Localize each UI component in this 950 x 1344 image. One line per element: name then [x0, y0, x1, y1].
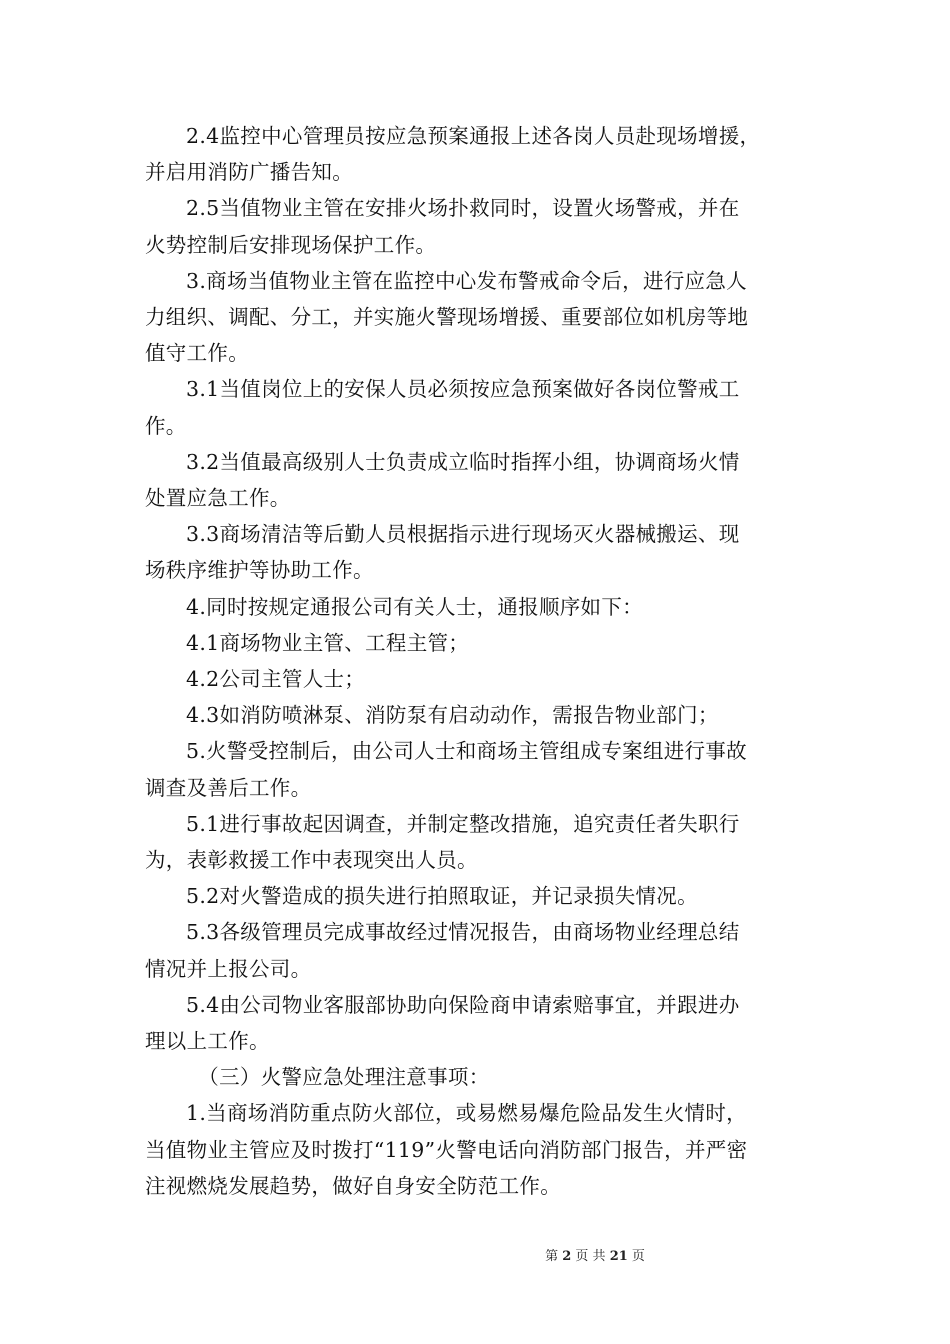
text-line: 并启用消防广播告知。	[145, 160, 353, 185]
paragraph	[145, 516, 810, 588]
document-body	[145, 118, 810, 1204]
text-line: 情况并上报公司。	[145, 956, 312, 981]
paragraph	[145, 697, 810, 733]
text-line: 3.商场当值物业主管在监控中心发布警戒命令后，进行应急人	[186, 268, 747, 293]
text-line: 4.1商场物业主管、工程主管；	[186, 630, 470, 655]
paragraph	[145, 444, 810, 516]
text-line: 调查及善后工作。	[145, 775, 312, 800]
paragraph	[145, 878, 810, 914]
paragraph	[145, 1095, 810, 1204]
page-footer	[0, 1245, 950, 1264]
text-line: 5.4由公司物业客服部协助向保险商申请索赔事宜，并跟进办	[186, 992, 740, 1017]
text-line: 5.2对火警造成的损失进行拍照取证，并记录损失情况。	[186, 884, 698, 909]
text-line: 1.当商场消防重点防火部位，或易燃易爆危险品发生火情时，	[186, 1101, 747, 1126]
footer-middle: 页 共	[575, 1249, 606, 1264]
paragraph	[145, 625, 810, 661]
text-line: 处置应急工作。	[145, 486, 291, 511]
text-line: 3.1当值岗位上的安保人员必须按应急预案做好各岗位警戒工	[186, 377, 740, 402]
text-line: 5.火警受控制后，由公司人士和商场主管组成专案组进行事故	[186, 739, 747, 764]
footer-suffix: 页	[631, 1249, 645, 1264]
paragraph	[145, 733, 810, 805]
text-line: 3.3商场清洁等后勤人员根据指示进行现场灭火器械搬运、现	[186, 522, 740, 547]
paragraph	[145, 118, 810, 190]
paragraph	[145, 914, 810, 986]
paragraph	[145, 987, 810, 1059]
text-line: 5.3各级管理员完成事故经过情况报告，由商场物业经理总结	[186, 920, 740, 945]
text-line: 5.1进行事故起因调查，并制定整改措施，追究责任者失职行	[186, 811, 740, 836]
paragraph	[145, 589, 810, 625]
text-line: 力组织、调配、分工，并实施火警现场增援、重要部位如机房等地	[145, 305, 749, 330]
text-line: 4.同时按规定通报公司有关人士，通报顺序如下：	[186, 594, 643, 619]
paragraph	[145, 661, 810, 697]
total-pages-number: 21	[609, 1249, 628, 1264]
text-line: 4.3如消防喷淋泵、消防泵有启动动作，需报告物业部门；	[186, 703, 719, 728]
paragraph	[145, 190, 810, 262]
text-line: 2.5当值物业主管在安排火场扑救同时，设置火场警戒，并在	[186, 196, 740, 221]
text-line: （三）火警应急处理注意事项：	[198, 1065, 490, 1090]
current-page-number: 2	[562, 1249, 572, 1264]
text-line: 火势控制后安排现场保护工作。	[145, 232, 437, 257]
text-line: 场秩序维护等协助工作。	[145, 558, 374, 583]
text-line: 值守工作。	[145, 341, 249, 366]
text-line: 为，表彰救援工作中表现突出人员。	[145, 848, 478, 873]
text-line: 3.2当值最高级别人士负责成立临时指挥小组，协调商场火情	[186, 449, 740, 474]
text-line: 当值物业主管应及时拨打“119”火警电话向消防部门报告，并严密	[145, 1137, 748, 1162]
footer-prefix: 第	[545, 1249, 559, 1264]
paragraph	[145, 371, 810, 443]
text-line: 4.2公司主管人士；	[186, 667, 366, 692]
text-line: 2.4监控中心管理员按应急预案通报上述各岗人员赴现场增援，	[186, 124, 761, 148]
paragraph	[145, 806, 810, 878]
text-line: 作。	[145, 413, 187, 438]
text-line: 理以上工作。	[145, 1029, 270, 1054]
text-line: 注视燃烧发展趋势，做好自身安全防范工作。	[145, 1173, 561, 1198]
section-heading	[145, 1059, 810, 1095]
paragraph	[145, 263, 810, 372]
